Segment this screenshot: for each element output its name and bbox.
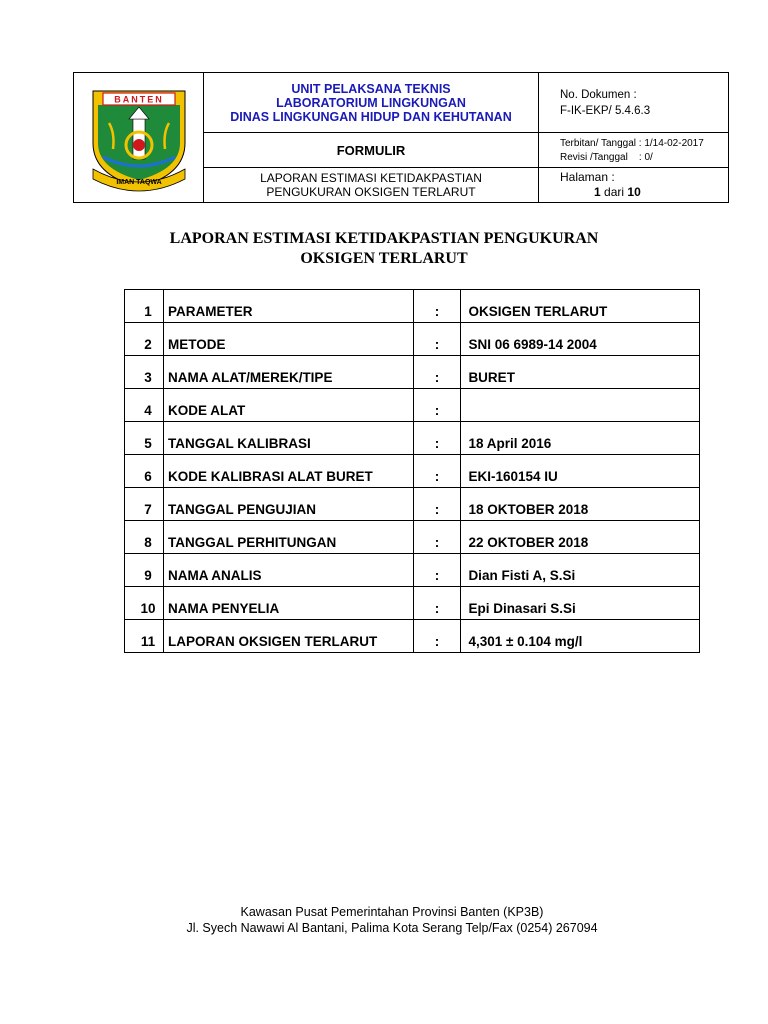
footer-address [0,904,768,936]
row-separator: : [413,389,461,422]
table-row [125,290,700,323]
row-value: Epi Dinasari S.Si [461,587,700,620]
footer-line: Kawasan Pusat Pemerintahan Provinsi Banten (KP3B) [240,905,544,919]
table-row [125,356,700,389]
document-number [560,87,650,119]
revisi-text: Revisi /Tanggal : 0/ [560,152,653,163]
row-number: 10 [125,587,164,620]
report-name [204,168,538,202]
unit-line: UNIT PELAKSANA TEKNIS [291,81,451,96]
page-current: 1 [594,185,601,199]
row-separator: : [413,488,461,521]
report-line: LAPORAN ESTIMASI KETIDAKPASTIAN [260,171,482,185]
row-separator: : [413,290,461,323]
row-separator: : [413,521,461,554]
row-number: 1 [125,290,164,323]
table-row [125,455,700,488]
row-parameter: NAMA ALAT/MEREK/TIPE [163,356,413,389]
halaman-label: Halaman : [560,170,615,184]
row-number: 8 [125,521,164,554]
row-parameter: NAMA PENYELIA [163,587,413,620]
row-value: BURET [461,356,700,389]
document-header [73,72,729,203]
row-value: 22 OKTOBER 2018 [461,521,700,554]
row-separator: : [413,455,461,488]
report-table [124,289,700,653]
row-parameter: TANGGAL KALIBRASI [163,422,413,455]
row-separator: : [413,422,461,455]
row-parameter: LAPORAN OKSIGEN TERLARUT [163,620,413,653]
row-parameter: KODE ALAT [163,389,413,422]
table-row [125,422,700,455]
logo-text-bottom: IMAN TAQWA [115,178,162,186]
row-parameter: METODE [163,323,413,356]
table-row [125,521,700,554]
title-line: OKSIGEN TERLARUT [300,250,468,267]
doc-no-label: No. Dokumen : [560,89,637,101]
doc-no-value: F-IK-EKP/ 5.4.6.3 [560,105,651,117]
banten-logo-cell [74,73,203,202]
row-value: 18 April 2016 [461,422,700,455]
row-number: 11 [125,620,164,653]
row-value: OKSIGEN TERLARUT [461,290,700,323]
row-number: 3 [125,356,164,389]
page-info [560,170,641,200]
table-row [125,620,700,653]
table-row [125,389,700,422]
logo-text-top: BANTEN [113,94,164,104]
unit-name [204,73,538,132]
row-number: 4 [125,389,164,422]
issue-info [560,137,704,165]
page-counter [560,185,641,200]
row-separator: : [413,554,461,587]
row-parameter: PARAMETER [163,290,413,323]
row-value: 4,301 ± 0.104 mg/l [461,620,700,653]
row-value: 18 OKTOBER 2018 [461,488,700,521]
page-total: 10 [627,185,641,199]
row-value [461,389,700,422]
unit-line: DINAS LINGKUNGAN HIDUP DAN KEHUTANAN [230,109,512,124]
table-row [125,554,700,587]
row-parameter: NAMA ANALIS [163,554,413,587]
table-row [125,488,700,521]
title-line: LAPORAN ESTIMASI KETIDAKPASTIAN PENGUKURAN [169,230,599,247]
row-value: Dian Fisti A, S.Si [461,554,700,587]
unit-line: LABORATORIUM LINGKUNGAN [276,95,466,110]
report-line: PENGUKURAN OKSIGEN TERLARUT [266,185,476,199]
row-parameter: TANGGAL PENGUJIAN [163,488,413,521]
row-parameter: TANGGAL PERHITUNGAN [163,521,413,554]
row-separator: : [413,356,461,389]
banten-emblem-icon [89,83,189,193]
terbitan-text: Terbitan/ Tanggal : 1/14-02-2017 [560,138,704,149]
row-value: EKI-160154 IU [461,455,700,488]
row-separator: : [413,587,461,620]
row-parameter: KODE KALIBRASI ALAT BURET [163,455,413,488]
row-number: 5 [125,422,164,455]
row-separator: : [413,323,461,356]
page-title [0,229,768,269]
row-number: 9 [125,554,164,587]
row-number: 2 [125,323,164,356]
table-row [125,587,700,620]
form-label: FORMULIR [336,142,406,158]
row-number: 7 [125,488,164,521]
footer-line: Jl. Syech Nawawi Al Bantani, Palima Kota Serang Telp/Fax (0254) 267094 [186,921,598,935]
page-of: dari [604,185,625,199]
row-value: SNI 06 6989-14 2004 [461,323,700,356]
header-divider [538,73,539,202]
row-number: 6 [125,455,164,488]
row-separator: : [413,620,461,653]
table-row [125,323,700,356]
